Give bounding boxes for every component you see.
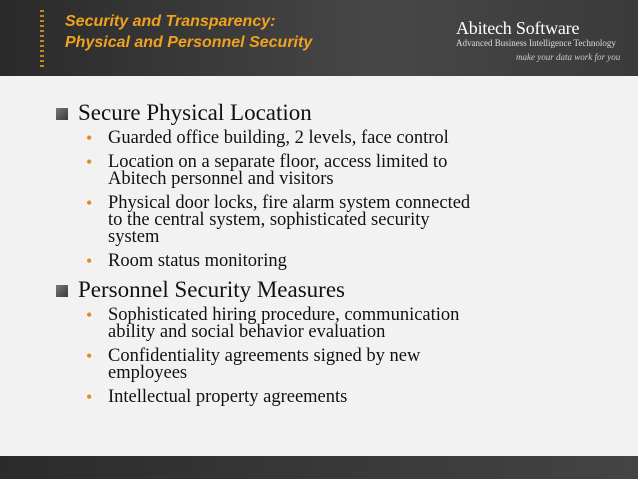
list-item-line: Room status monitoring <box>108 251 287 271</box>
list-item-line: to the central system, sophisticated security <box>108 210 430 230</box>
section-physical <box>56 100 616 270</box>
section-heading-text: Secure Physical Location <box>78 100 312 125</box>
bullet-icon: • <box>86 387 93 407</box>
list-item <box>56 130 616 147</box>
list-item-line: Sophisticated hiring procedure, communication <box>108 305 460 325</box>
company-subtitle: Advanced Business Intelligence Technology <box>456 38 616 48</box>
section-heading <box>56 100 616 125</box>
list-item <box>56 348 616 382</box>
company-logo-text: Abitech Software <box>456 18 580 38</box>
list-item-line: Intellectual property agreements <box>108 387 348 407</box>
square-bullet-icon <box>56 108 68 120</box>
section-personnel <box>56 277 616 406</box>
list-item-line: Confidentiality agreements signed by new <box>108 346 421 366</box>
bullet-icon: • <box>86 346 93 366</box>
list-item-line: Physical door locks, fire alarm system connected <box>108 193 471 213</box>
bullet-icon: • <box>86 152 93 172</box>
section-heading-text: Personnel Security Measures <box>78 277 345 302</box>
list-item <box>56 389 616 406</box>
company-tagline: make your data work for you <box>516 52 621 62</box>
bullet-icon: • <box>86 128 93 148</box>
bullet-icon: • <box>86 193 93 213</box>
list-item <box>56 154 616 188</box>
slide-title-line-1: Security and Transparency: <box>65 13 276 30</box>
list-item-line: employees <box>108 363 188 383</box>
list-item-line: Location on a separate floor, access limited to <box>108 152 448 172</box>
bullet-icon: • <box>86 251 93 271</box>
decorative-dots <box>40 10 44 70</box>
square-bullet-icon <box>56 285 68 297</box>
list-item <box>56 307 616 341</box>
list-item-line: system <box>108 227 160 247</box>
list-item <box>56 253 616 270</box>
list-item <box>56 195 616 246</box>
slide-title-line-2: Physical and Personnel Security <box>65 34 313 51</box>
footer-band <box>0 456 638 479</box>
slide-content <box>56 100 616 413</box>
list-item-line: Guarded office building, 2 levels, face control <box>108 128 449 148</box>
list-item-line: ability and social behavior evaluation <box>108 322 386 342</box>
bullet-icon: • <box>86 305 93 325</box>
slide-title <box>65 11 312 53</box>
list-item-line: Abitech personnel and visitors <box>108 169 334 189</box>
slide-header <box>0 0 638 76</box>
section-heading <box>56 277 616 302</box>
